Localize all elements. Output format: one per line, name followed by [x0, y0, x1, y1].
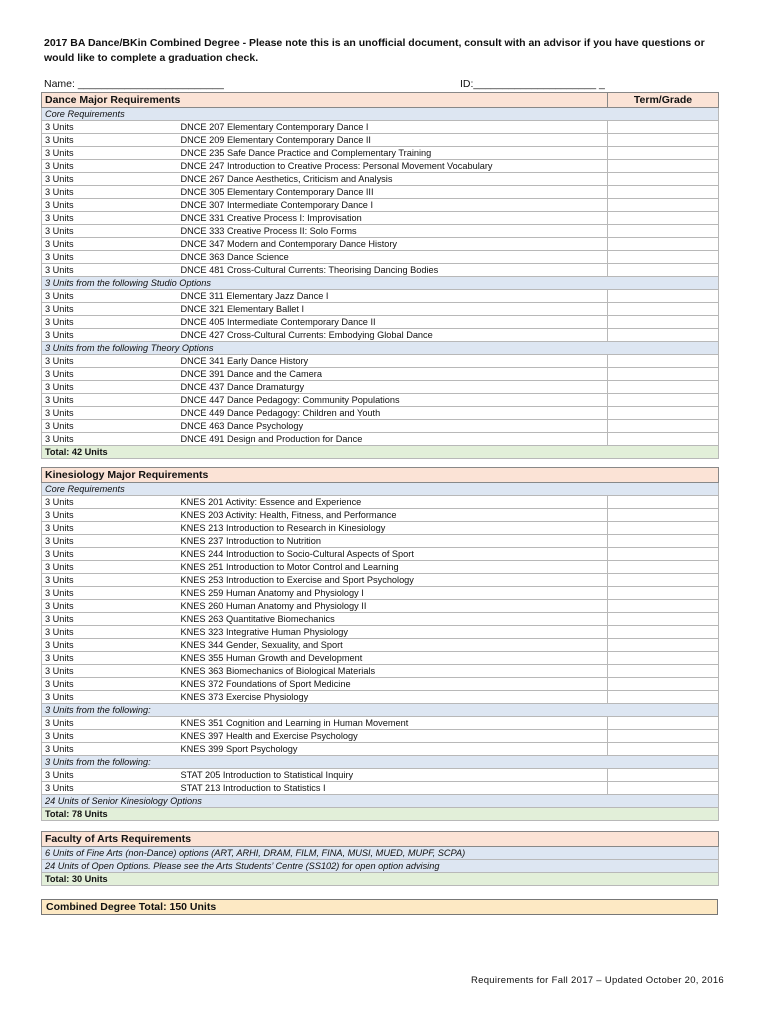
course-row: [42, 173, 719, 186]
course-row: [42, 509, 719, 522]
term-grade-cell[interactable]: [608, 199, 719, 212]
course-row: [42, 264, 719, 277]
id-field-label: ID:_____________________ _: [460, 78, 605, 90]
section-total: Total: 30 Units: [42, 873, 719, 886]
course-units: 3 Units: [42, 160, 178, 173]
course-units: 3 Units: [42, 173, 178, 186]
course-units: 3 Units: [42, 535, 178, 548]
course-row: [42, 639, 719, 652]
course-row: [42, 147, 719, 160]
course-row: [42, 303, 719, 316]
course-title: DNCE 449 Dance Pedagogy: Children and Youth: [178, 407, 608, 420]
term-grade-cell[interactable]: [608, 264, 719, 277]
course-units: 3 Units: [42, 691, 178, 704]
course-title: KNES 363 Biomechanics of Biological Materials: [178, 665, 608, 678]
course-units: 3 Units: [42, 238, 178, 251]
subsection-label: Core Requirements: [42, 483, 719, 496]
course-row: [42, 329, 719, 342]
course-title: KNES 344 Gender, Sexuality, and Sport: [178, 639, 608, 652]
course-title: KNES 259 Human Anatomy and Physiology I: [178, 587, 608, 600]
course-title: DNCE 331 Creative Process I: Improvisation: [178, 212, 608, 225]
course-units: 3 Units: [42, 121, 178, 134]
combined-degree-total: Combined Degree Total: 150 Units: [41, 899, 718, 915]
course-title: DNCE 391 Dance and the Camera: [178, 368, 608, 381]
course-units: 3 Units: [42, 407, 178, 420]
course-units: 3 Units: [42, 678, 178, 691]
term-grade-cell[interactable]: [608, 548, 719, 561]
course-row: [42, 420, 719, 433]
course-units: 3 Units: [42, 420, 178, 433]
term-grade-cell[interactable]: [608, 717, 719, 730]
term-grade-cell[interactable]: [608, 238, 719, 251]
term-grade-cell[interactable]: [608, 147, 719, 160]
subsection-label: 3 Units from the following Theory Options: [42, 342, 719, 355]
term-grade-cell[interactable]: [608, 574, 719, 587]
term-grade-cell[interactable]: [608, 522, 719, 535]
course-title: KNES 203 Activity: Health, Fitness, and Performance: [178, 509, 608, 522]
term-grade-cell[interactable]: [608, 121, 719, 134]
fine-arts-options: 6 Units of Fine Arts (non-Dance) options (ART, ARHI, DRAM, FILM, FINA, MUSI, MUED, MUPF, SCPA): [42, 847, 719, 860]
course-units: 3 Units: [42, 730, 178, 743]
course-title: DNCE 447 Dance Pedagogy: Community Populations: [178, 394, 608, 407]
name-id-line: [44, 78, 716, 92]
course-row: [42, 626, 719, 639]
term-grade-cell[interactable]: [608, 691, 719, 704]
course-title: DNCE 341 Early Dance History: [178, 355, 608, 368]
course-title: KNES 355 Human Growth and Development: [178, 652, 608, 665]
course-row: [42, 574, 719, 587]
course-units: 3 Units: [42, 561, 178, 574]
course-units: 3 Units: [42, 264, 178, 277]
subsection-label: 3 Units from the following:: [42, 704, 719, 717]
term-grade-cell[interactable]: [608, 420, 719, 433]
course-title: DNCE 333 Creative Process II: Solo Forms: [178, 225, 608, 238]
term-grade-cell[interactable]: [608, 316, 719, 329]
course-units: 3 Units: [42, 381, 178, 394]
term-grade-cell[interactable]: [608, 600, 719, 613]
term-grade-cell[interactable]: [608, 433, 719, 446]
term-grade-cell[interactable]: [608, 212, 719, 225]
course-units: 3 Units: [42, 186, 178, 199]
course-units: 3 Units: [42, 134, 178, 147]
term-grade-cell[interactable]: [608, 665, 719, 678]
term-grade-cell[interactable]: [608, 381, 719, 394]
course-row: [42, 407, 719, 420]
course-row: [42, 121, 719, 134]
course-units: 3 Units: [42, 225, 178, 238]
term-grade-cell[interactable]: [608, 730, 719, 743]
course-units: 3 Units: [42, 769, 178, 782]
course-row: [42, 535, 719, 548]
course-units: 3 Units: [42, 782, 178, 795]
course-title: KNES 251 Introduction to Motor Control and Learning: [178, 561, 608, 574]
term-grade-cell[interactable]: [608, 743, 719, 756]
course-units: 3 Units: [42, 316, 178, 329]
course-units: 3 Units: [42, 368, 178, 381]
course-title: KNES 244 Introduction to Socio-Cultural Aspects of Sport: [178, 548, 608, 561]
course-row: [42, 368, 719, 381]
term-grade-cell[interactable]: [608, 368, 719, 381]
course-row: [42, 561, 719, 574]
course-title: DNCE 463 Dance Psychology: [178, 420, 608, 433]
course-title: DNCE 363 Dance Science: [178, 251, 608, 264]
course-row: [42, 290, 719, 303]
course-row: [42, 433, 719, 446]
subsection-label: 3 Units from the following:: [42, 756, 719, 769]
course-row: [42, 496, 719, 509]
course-title: KNES 399 Sport Psychology: [178, 743, 608, 756]
course-units: 3 Units: [42, 212, 178, 225]
course-title: DNCE 305 Elementary Contemporary Dance III: [178, 186, 608, 199]
document-title: 2017 BA Dance/BKin Combined Degree - Please note this is an unofficial document, consult with an advisor if you have questions or would like to complete a graduation check.: [44, 37, 705, 64]
course-units: 3 Units: [42, 303, 178, 316]
term-grade-cell[interactable]: [608, 225, 719, 238]
course-title: STAT 205 Introduction to Statistical Inquiry: [178, 769, 608, 782]
course-units: 3 Units: [42, 717, 178, 730]
term-grade-cell[interactable]: [608, 561, 719, 574]
course-row: [42, 613, 719, 626]
course-row: [42, 691, 719, 704]
term-grade-cell[interactable]: [608, 303, 719, 316]
section-header: [42, 93, 719, 108]
term-grade-cell[interactable]: [608, 587, 719, 600]
term-grade-cell[interactable]: [608, 134, 719, 147]
arts-requirements-table: [41, 831, 719, 886]
section-header: [42, 468, 719, 483]
section-total: Total: 42 Units: [42, 446, 719, 459]
course-units: 3 Units: [42, 147, 178, 160]
course-title: KNES 323 Integrative Human Physiology: [178, 626, 608, 639]
course-units: 3 Units: [42, 433, 178, 446]
term-grade-cell[interactable]: [608, 769, 719, 782]
course-row: [42, 238, 719, 251]
course-row: [42, 381, 719, 394]
course-title: KNES 351 Cognition and Learning in Human Movement: [178, 717, 608, 730]
course-units: 3 Units: [42, 652, 178, 665]
term-grade-cell[interactable]: [608, 394, 719, 407]
course-row: [42, 587, 719, 600]
course-title: KNES 260 Human Anatomy and Physiology II: [178, 600, 608, 613]
course-units: 3 Units: [42, 626, 178, 639]
subsection-label: 3 Units from the following Studio Options: [42, 277, 719, 290]
course-title: DNCE 209 Elementary Contemporary Dance II: [178, 134, 608, 147]
section-title: Kinesiology Major Requirements: [42, 468, 719, 483]
course-title: DNCE 307 Intermediate Contemporary Dance I: [178, 199, 608, 212]
course-units: 3 Units: [42, 548, 178, 561]
course-units: 3 Units: [42, 665, 178, 678]
course-units: 3 Units: [42, 290, 178, 303]
term-grade-cell[interactable]: [608, 407, 719, 420]
course-row: [42, 160, 719, 173]
course-title: DNCE 481 Cross-Cultural Currents: Theorising Dancing Bodies: [178, 264, 608, 277]
course-title: DNCE 427 Cross-Cultural Currents: Embodying Global Dance: [178, 329, 608, 342]
course-row: [42, 134, 719, 147]
course-title: DNCE 437 Dance Dramaturgy: [178, 381, 608, 394]
course-row: [42, 600, 719, 613]
term-grade-cell[interactable]: [608, 613, 719, 626]
course-row: [42, 316, 719, 329]
course-row: [42, 730, 719, 743]
course-row: [42, 769, 719, 782]
term-grade-cell[interactable]: [608, 509, 719, 522]
course-row: [42, 522, 719, 535]
course-title: KNES 253 Introduction to Exercise and Sport Psychology: [178, 574, 608, 587]
kinesiology-requirements-table: [41, 467, 719, 821]
footer-note: Requirements for Fall 2017 – Updated October 20, 2016: [470, 975, 724, 986]
course-title: KNES 201 Activity: Essence and Experience: [178, 496, 608, 509]
course-title: STAT 213 Introduction to Statistics I: [178, 782, 608, 795]
term-grade-cell[interactable]: [608, 186, 719, 199]
course-row: [42, 186, 719, 199]
course-title: DNCE 347 Modern and Contemporary Dance History: [178, 238, 608, 251]
term-grade-cell[interactable]: [608, 173, 719, 186]
course-row: [42, 355, 719, 368]
course-row: [42, 548, 719, 561]
course-units: 3 Units: [42, 496, 178, 509]
course-row: [42, 743, 719, 756]
course-title: DNCE 321 Elementary Ballet I: [178, 303, 608, 316]
course-row: [42, 212, 719, 225]
course-units: 3 Units: [42, 522, 178, 535]
name-field-label: Name: _________________________: [44, 78, 224, 90]
course-units: 3 Units: [42, 251, 178, 264]
term-grade-cell[interactable]: [608, 626, 719, 639]
section-total: Total: 78 Units: [42, 808, 719, 821]
course-units: 3 Units: [42, 600, 178, 613]
course-units: 3 Units: [42, 329, 178, 342]
term-grade-cell[interactable]: [608, 782, 719, 795]
course-row: [42, 199, 719, 212]
course-row: [42, 782, 719, 795]
term-grade-cell[interactable]: [608, 251, 719, 264]
term-grade-cell[interactable]: [608, 639, 719, 652]
course-title: KNES 373 Exercise Physiology: [178, 691, 608, 704]
course-row: [42, 251, 719, 264]
course-row: [42, 394, 719, 407]
section-title: Dance Major Requirements: [42, 93, 608, 108]
course-units: 3 Units: [42, 639, 178, 652]
course-title: DNCE 235 Safe Dance Practice and Complementary Training: [178, 147, 608, 160]
term-grade-cell[interactable]: [608, 329, 719, 342]
course-title: KNES 397 Health and Exercise Psychology: [178, 730, 608, 743]
term-grade-cell[interactable]: [608, 160, 719, 173]
course-title: DNCE 491 Design and Production for Dance: [178, 433, 608, 446]
subsection-label: Core Requirements: [42, 108, 719, 121]
course-units: 3 Units: [42, 199, 178, 212]
section-title: Faculty of Arts Requirements: [42, 832, 719, 847]
course-units: 3 Units: [42, 509, 178, 522]
course-units: 3 Units: [42, 574, 178, 587]
open-options: 24 Units of Open Options. Please see the Arts Students’ Centre (SS102) for open option advising: [42, 860, 719, 873]
course-title: KNES 213 Introduction to Research in Kinesiology: [178, 522, 608, 535]
course-row: [42, 225, 719, 238]
course-row: [42, 717, 719, 730]
term-grade-header: Term/Grade: [608, 93, 719, 108]
term-grade-cell[interactable]: [608, 290, 719, 303]
term-grade-cell[interactable]: [608, 535, 719, 548]
dance-requirements-table: [41, 92, 719, 459]
course-units: 3 Units: [42, 743, 178, 756]
course-title: KNES 372 Foundations of Sport Medicine: [178, 678, 608, 691]
course-title: DNCE 405 Intermediate Contemporary Dance II: [178, 316, 608, 329]
course-units: 3 Units: [42, 394, 178, 407]
course-units: 3 Units: [42, 613, 178, 626]
term-grade-cell[interactable]: [608, 678, 719, 691]
course-title: KNES 237 Introduction to Nutrition: [178, 535, 608, 548]
course-title: DNCE 311 Elementary Jazz Dance I: [178, 290, 608, 303]
course-title: DNCE 247 Introduction to Creative Process: Personal Movement Vocabulary: [178, 160, 608, 173]
course-title: DNCE 207 Elementary Contemporary Dance I: [178, 121, 608, 134]
subsection-label: 24 Units of Senior Kinesiology Options: [42, 795, 719, 808]
course-units: 3 Units: [42, 355, 178, 368]
course-title: KNES 263 Quantitative Biomechanics: [178, 613, 608, 626]
term-grade-cell[interactable]: [608, 496, 719, 509]
course-title: DNCE 267 Dance Aesthetics, Criticism and Analysis: [178, 173, 608, 186]
course-row: [42, 652, 719, 665]
term-grade-cell[interactable]: [608, 355, 719, 368]
course-row: [42, 665, 719, 678]
term-grade-cell[interactable]: [608, 652, 719, 665]
course-row: [42, 678, 719, 691]
course-units: 3 Units: [42, 587, 178, 600]
